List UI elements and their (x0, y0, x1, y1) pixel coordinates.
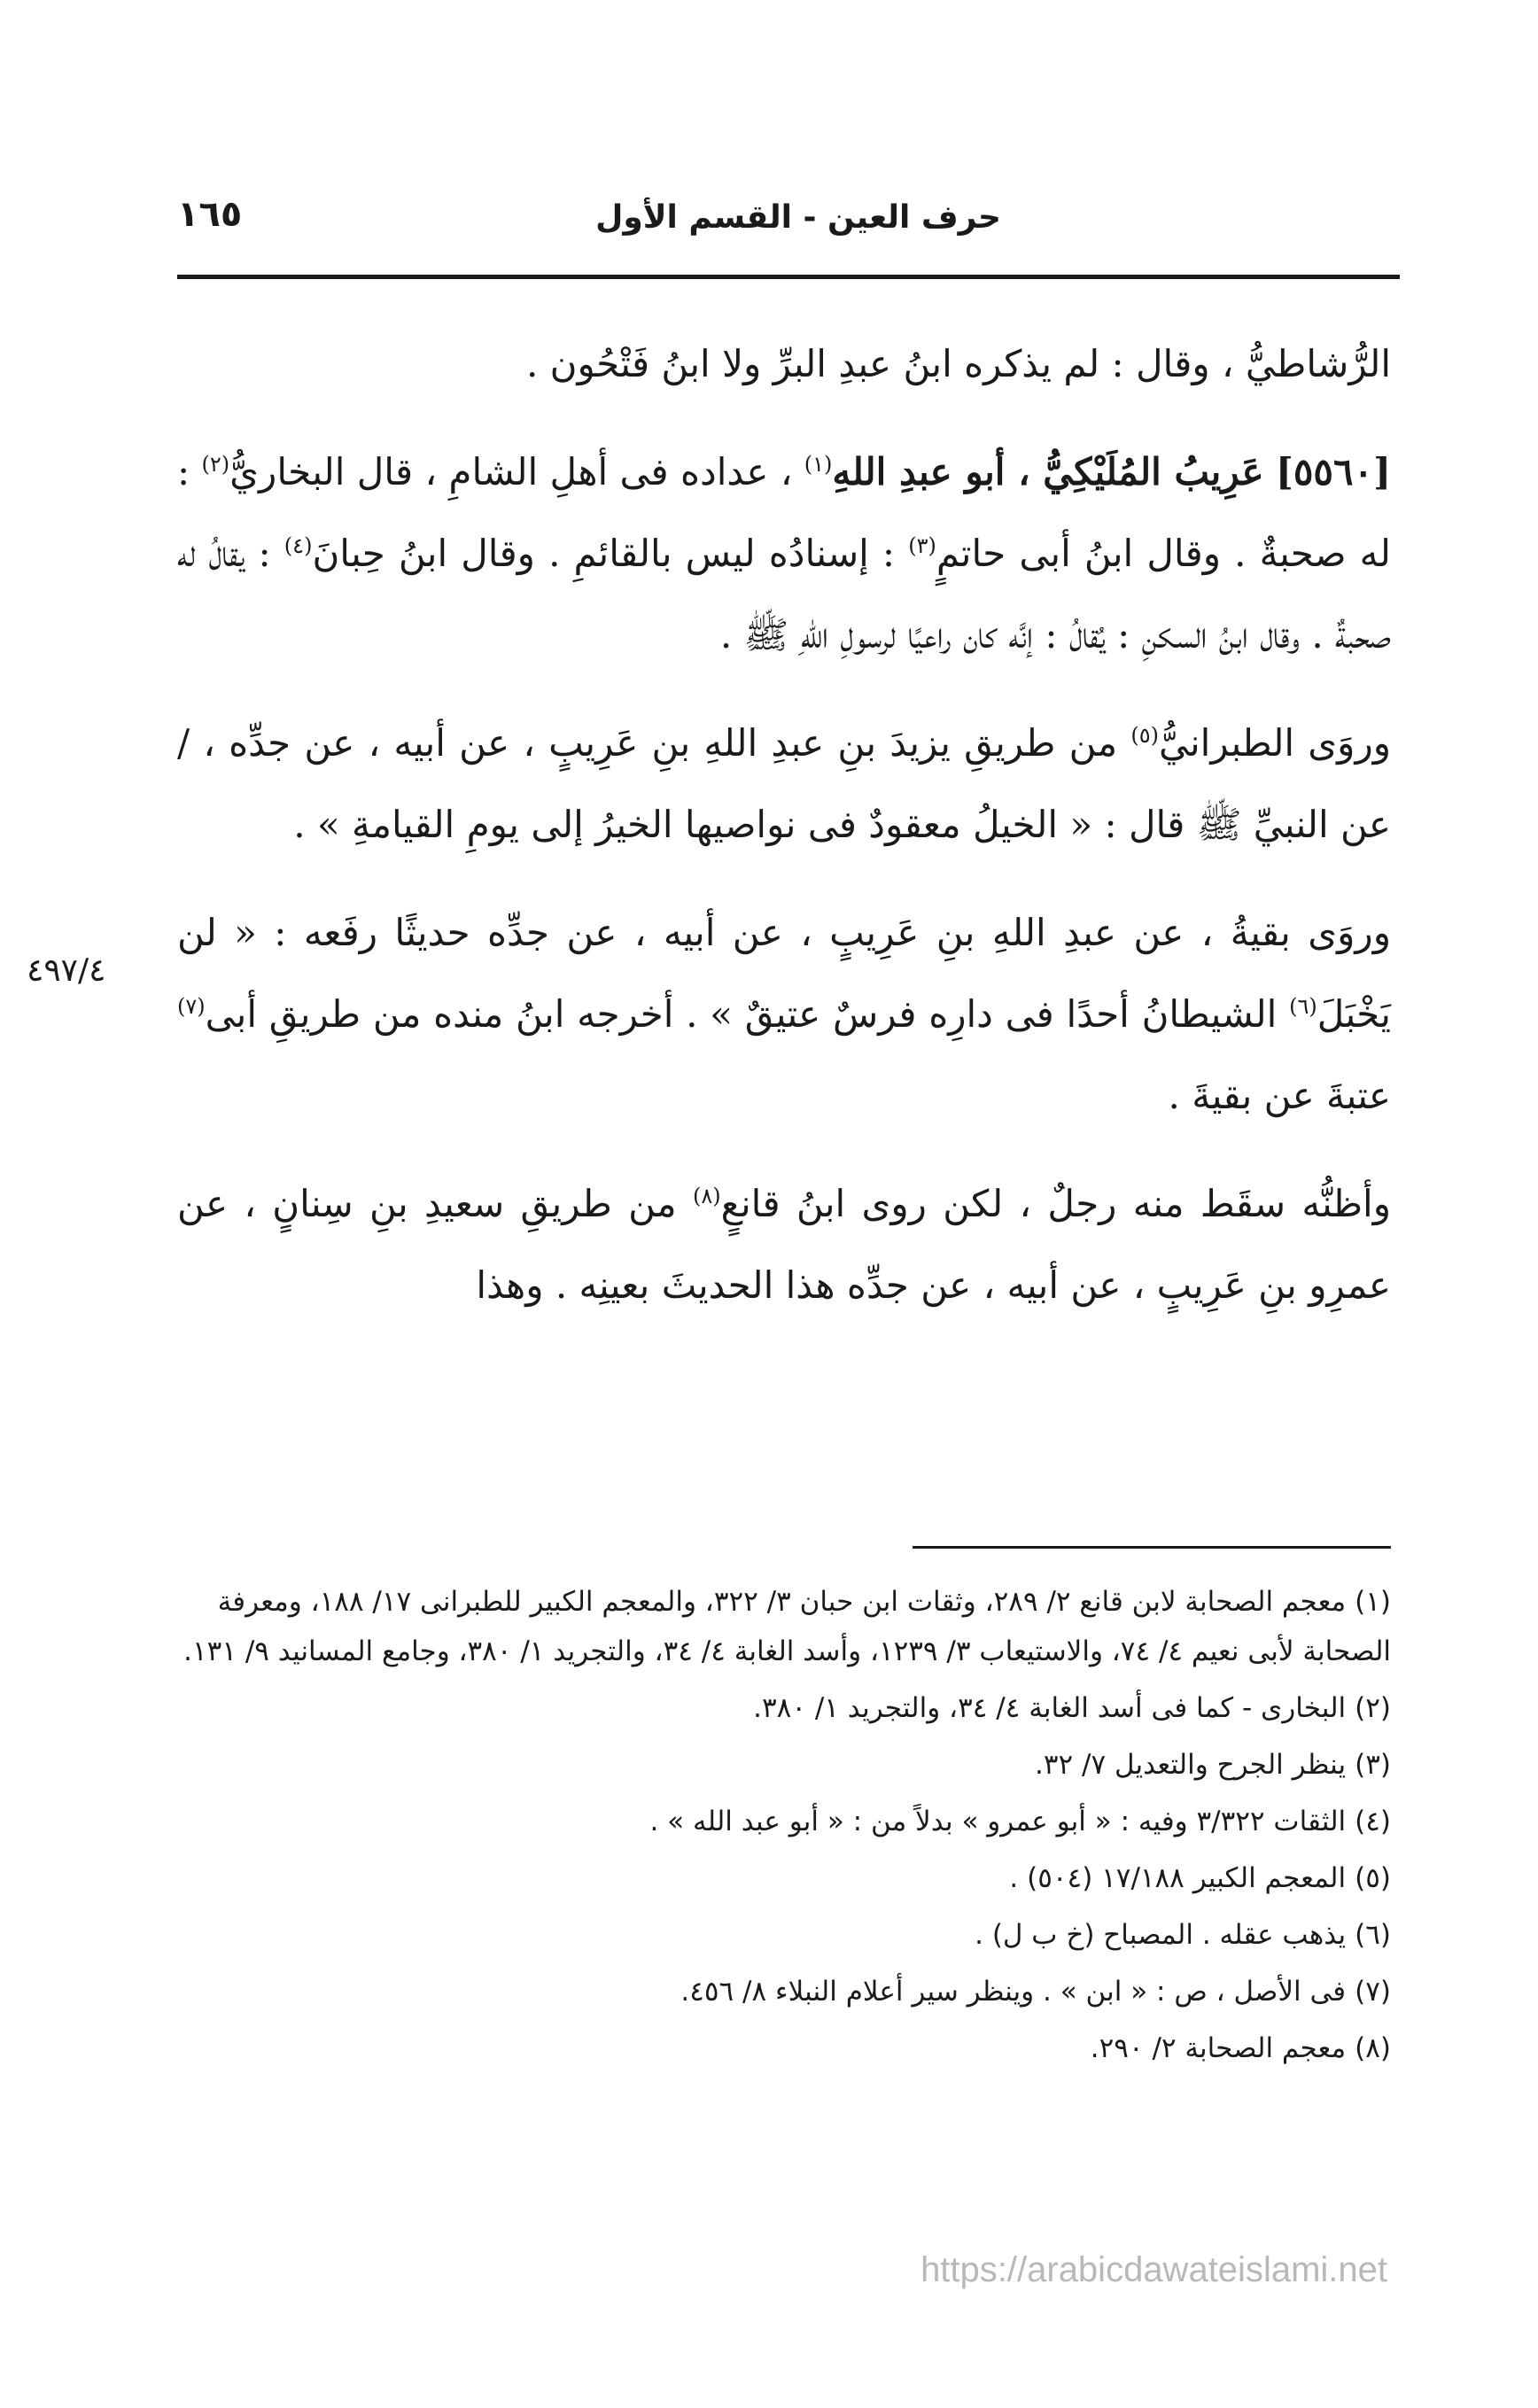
footnote-4: (٤)الثقات ٣/٣٢٢ وفيه : « أبو عمرو » بدلاً من : « أبو عبد الله » . (649, 1806, 1391, 1837)
footnote-7: (٧)فى الأصل ، ص : « ابن » . وينظر سير أعلام النبلاء ٨/ ٤٥٦. (680, 1976, 1391, 2008)
footnote-ref-2: (٢) (201, 452, 230, 477)
footnote-ref-4: (٤) (284, 533, 313, 558)
footnote-8: (٨)معجم الصحابة ٢/ ٢٩٠. (1090, 2032, 1391, 2064)
footnote-separator (913, 1546, 1391, 1549)
footnote-1: (١)معجم الصحابة لابن قانع ٢/ ٢٨٩، وثقات ابن حبان ٣/ ٣٢٢، والمعجم الكبير للطبرانى ١٧/ ١٨٨، ومعرفة الصحابة لأبى نعيم ٤/ ٧٤، والاستيعاب ٣/ ١٢٣٩، وأسد الغابة ٤/ ٣٤، والتجريد ١/ ٣٨٠، وجامع المسانيد ٩/ ١٣١. (183, 1586, 1391, 1667)
footnote-ref-1: (١) (804, 452, 833, 477)
page-number: ١٦٥ (177, 194, 243, 235)
footnote-6: (٦)يذهب عقله . المصباح (خ ب ل) . (975, 1919, 1391, 1951)
paragraph-3: وروَى الطبرانيُّ$^{(٥)}$ من طريقِ يزيدَ بنِ عبدِ اللهِ بنِ عَرِيبٍ ، عن أبيه ، عن جدِّه ، / عن النبيِّ ﷺ قال : « الخيلُ معقودٌ فى نواصيها الخيرُ إلى يومِ القيامةِ » . (177, 721, 1392, 846)
paragraph-entry: [٥٥٦٠] عَرِيبُ المُلَيْكِيُّ ، أبو عبدِ اللهِ$^{(١)}$ ، عداده فى أهلِ الشامِ ، قال البخاريُّ$^{(٢)}$ : له صحبةٌ . وقال ابنُ أبى حاتمٍ$^{(٣)}$ : إسنادُه ليس بالقائمِ . وقال ابنُ حِبانَ$^{(٤)}$ : يقالُ له صحبةٌ . وقال ابنُ السكنِ : يُقالُ : إنَّه كان راعيًا لرسولِ اللهِ ﷺ . (177, 450, 1391, 656)
header-rule (177, 275, 1400, 279)
footnote-ref-7: (٧) (177, 994, 206, 1019)
watermark-url: https://arabicdawateislami.net (920, 2250, 1387, 2289)
footnote-3: (٣)ينظر الجرح والتعديل ٧/ ٣٢. (1035, 1749, 1391, 1781)
footnote-5: (٥)المعجم الكبير ١٧/١٨٨ (٥٠٤) . (1009, 1862, 1391, 1894)
footnotes (177, 1577, 1391, 2080)
footnote-ref-5: (٥) (1130, 723, 1159, 748)
paragraph-4: وروَى بقيةُ ، عن عبدِ اللهِ بنِ عَرِيبٍ ، عن أبيه ، عن جدِّه حديثًا رفَعه : « لن يَخْبَلَ$^{(٦)}$ الشيطانُ أحدًا فى دارِه فرسٌ عتيقٌ » . أخرجه ابنُ منده من طريقِ أبى$^{(٧)}$ عتبةَ عن بقيةَ . (177, 911, 1391, 1117)
page-header (177, 182, 1400, 244)
margin-volume-page-note: ٤٩٧/٤ (27, 952, 106, 989)
entry-number: [٥٥٦٠] (1275, 450, 1391, 493)
footnote-2: (٢)البخارى - كما فى أسد الغابة ٤/ ٣٤، والتجريد ١/ ٣٨٠. (753, 1692, 1391, 1724)
running-title: حرف العين - القسم الأول (595, 199, 1001, 236)
footnote-ref-8: (٨) (692, 1184, 721, 1208)
footnote-ref-3: (٣) (908, 533, 936, 558)
main-text (177, 323, 1391, 1326)
entry-name: عَرِيبُ المُلَيْكِيُّ ، أبو عبدِ اللهِ (832, 450, 1264, 493)
paragraph-1: الرُّشاطيُّ ، وقال : لم يذكره ابنُ عبدِ البرِّ ولا ابنُ فَتْحُون . (525, 342, 1391, 385)
footnote-ref-6: (٦) (1289, 994, 1317, 1019)
paragraph-5: وأظنُّه سقَط منه رجلٌ ، لكن روى ابنُ قانعٍ$^{(٨)}$ من طريقِ سعيدِ بنِ سِنانٍ ، عن عمرِو بنِ عَرِيبٍ ، عن أبيه ، عن جدِّه هذا الحديثَ بعينِه . وهذا (177, 1182, 1391, 1307)
